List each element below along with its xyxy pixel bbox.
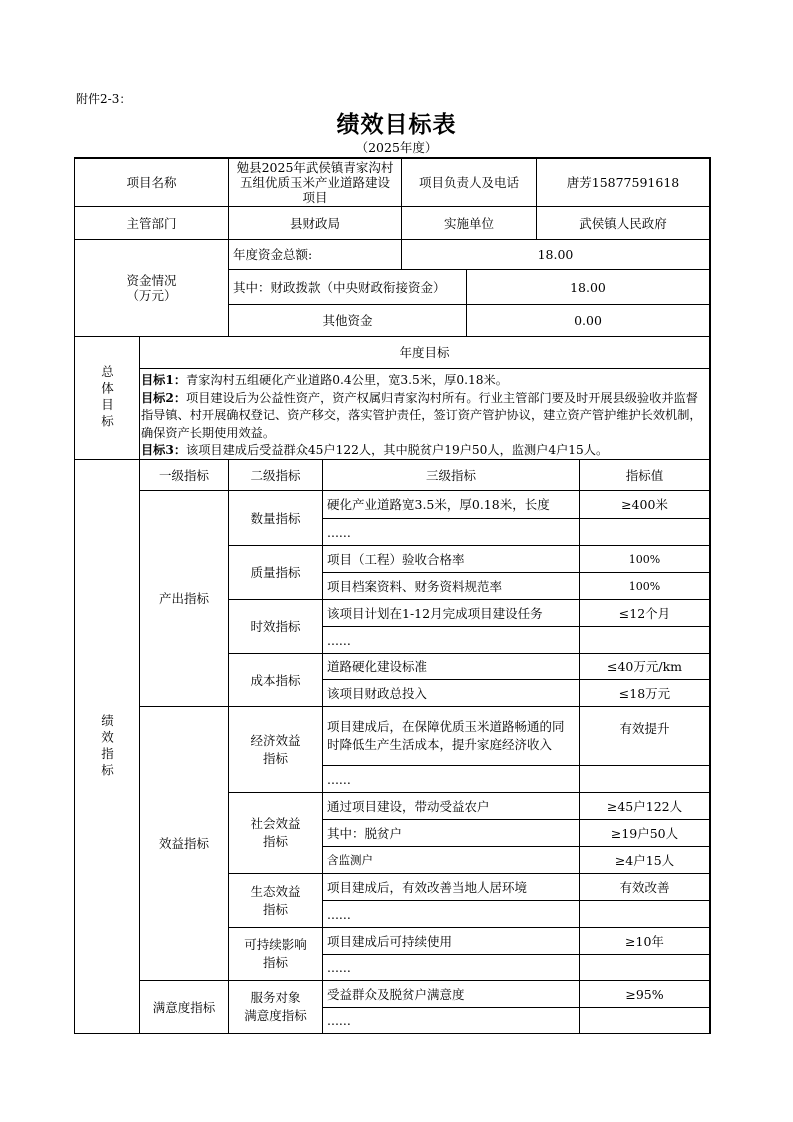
timeliness-indicator-label: 时效指标 [250,619,301,634]
goal-text: 青家沟村五组硬化产业道路0.4公里，宽3.5米，厚0.18米。 [186,373,508,387]
project-manager-label: 项目负责人及电话 [418,175,519,190]
cost-indicator-label: 成本指标 [250,672,301,688]
service-label-line: 服务对象 [250,990,301,1005]
header-level1: 一级指标 [158,467,209,483]
output-indicator-label: 产出指标 [158,591,209,606]
ecological-label-line: 指标 [262,901,288,917]
indicator-value [580,519,709,545]
header-level3: 三级指标 [425,467,476,483]
goal-item [141,372,709,390]
indicator-name: ...... [327,524,351,540]
annual-goal-header: 年度目标 [399,345,450,360]
funds-fiscal-label: 其中：财政拨款（中央财政衔接资金） [233,279,446,295]
indicator-name: ...... [327,771,351,787]
indicator-name-line: 项目建成后，在保障优质玉米道路畅通的同 [327,719,565,734]
goal-text: 项目建设后为公益性资产，资产权属归青家沟村所有。行业主管部门要及时开展县级验收并监督指导镇、村开展确权登记、资产移交，落实管护责任，签订资产管护协议，建立资产管护维护长效机制，确保资产长期使用效益。 [141,390,702,440]
sustainable-indicator-label [229,928,322,980]
indicator-name: ...... [327,1013,351,1028]
page-title: 绩效目标表 [336,111,457,138]
indicator-value [580,766,709,792]
indicator-name: 该项目财政总投入 [327,685,428,701]
indicator-value: 有效改善 [619,879,670,895]
indicator-name: 硬化产业道路宽3.5米，厚0.18米，长度 [327,497,550,512]
header-level2: 二级指标 [250,467,301,483]
goal-text: 该项目建成后受益群众45户122人，其中脱贫户19户50人，监测户4户15人。 [186,443,609,457]
quality-indicator-label: 质量指标 [250,565,301,580]
overall-goal-label: 总体目标 [99,365,115,431]
project-manager-contact: 唐芳15877591618 [566,175,680,190]
indicator-value: ≤40万元/km [606,659,683,674]
header-value: 指标值 [625,467,664,483]
unit-value: 武侯镇人民政府 [579,215,667,231]
indicator-name: 项目建成后可持续使用 [327,933,453,949]
quantity-indicator-label: 数量指标 [250,510,301,526]
indicator-value: ≥4户15人 [614,852,675,868]
unit-label: 实施单位 [443,215,494,231]
project-name-label: 项目名称 [126,175,177,190]
project-name: 勉县2025年武侯镇青家沟村五组优质玉米产业道路建设项目 [236,160,394,205]
indicator-value: ≥10年 [625,933,664,949]
social-indicator-label [229,793,322,873]
indicator-value: 100% [628,552,661,566]
indicator-value: ≥400米 [621,497,668,512]
service-label-line: 满意度指标 [244,1008,307,1023]
economic-label-line: 指标 [262,750,288,766]
indicator-name [323,707,579,765]
indicator-name: 道路硬化建设标准 [327,659,428,674]
indicator-value [580,955,709,980]
indicator-name: ...... [327,632,351,648]
goal-tag: 目标3： [141,443,187,457]
funds-fiscal-value: 18.00 [570,279,606,295]
sustainable-label-line: 指标 [262,955,288,970]
indicator-name: 受益群众及脱贫户满意度 [327,986,465,1002]
performance-indicator-label: 绩效指标 [99,713,115,780]
social-label-line: 社会效益 [250,816,301,831]
benefit-indicator-label: 效益指标 [158,836,209,851]
indicator-name: 通过项目建设，带动受益农户 [327,798,490,814]
goal-tag: 目标1： [141,373,187,387]
funds-total-label: 年度资金总额: [233,247,313,262]
indicator-name: ...... [327,906,351,922]
indicator-name-line: 时降低生产生活成本，提升家庭经济收入 [327,737,553,752]
ecological-label-line: 生态效益 [250,883,301,899]
goal-item [141,442,709,460]
indicator-value: 有效提升 [619,721,670,736]
economic-label-line: 经济效益 [250,732,301,748]
funds-total-value: 18.00 [537,247,574,262]
indicator-name: 其中：脱贫户 [327,825,403,841]
funds-label-text: 资金情况 [126,273,177,288]
service-satisfaction-label [229,981,322,1033]
economic-indicator-label [229,707,322,792]
indicator-value [580,1008,709,1033]
indicator-name: 项目（工程）验收合格率 [327,551,465,567]
indicator-value [580,627,709,653]
indicator-value: ≥45户122人 [606,798,683,814]
funds-label [75,240,228,336]
funds-other-value: 0.00 [574,313,602,328]
indicator-name: 项目建成后，有效改善当地人居环境 [327,879,528,895]
indicator-name: ...... [327,960,351,975]
sustainable-label-line: 可持续影响 [244,937,307,952]
indicator-value: 100% [628,579,661,593]
funds-other-label: 其他资金 [322,313,373,328]
year-label: （2025年度） [355,140,438,155]
indicator-value: ≥19户50人 [610,825,679,841]
indicator-name: 含监测户 [327,852,373,867]
indicator-value: ≤12个月 [618,605,671,621]
indicator-value [580,901,709,927]
indicator-name: 该项目计划在1-12月完成项目建设任务 [327,605,543,621]
goal-item [141,390,709,443]
indicator-name: 项目档案资料、财务资料规范率 [327,578,503,594]
social-label-line: 指标 [262,834,288,849]
attachment-label: 附件2-3： [76,92,132,106]
ecological-indicator-label [229,874,322,927]
indicator-value: ≥95% [625,986,664,1002]
dept-label: 主管部门 [126,215,177,231]
funds-unit-text: （万元） [126,288,177,303]
satisfaction-indicator-label: 满意度指标 [152,999,216,1015]
dept-value: 县财政局 [289,215,340,231]
goal-tag: 目标2： [141,390,187,405]
indicator-value: ≤18万元 [618,685,671,701]
goals-list [141,372,709,460]
